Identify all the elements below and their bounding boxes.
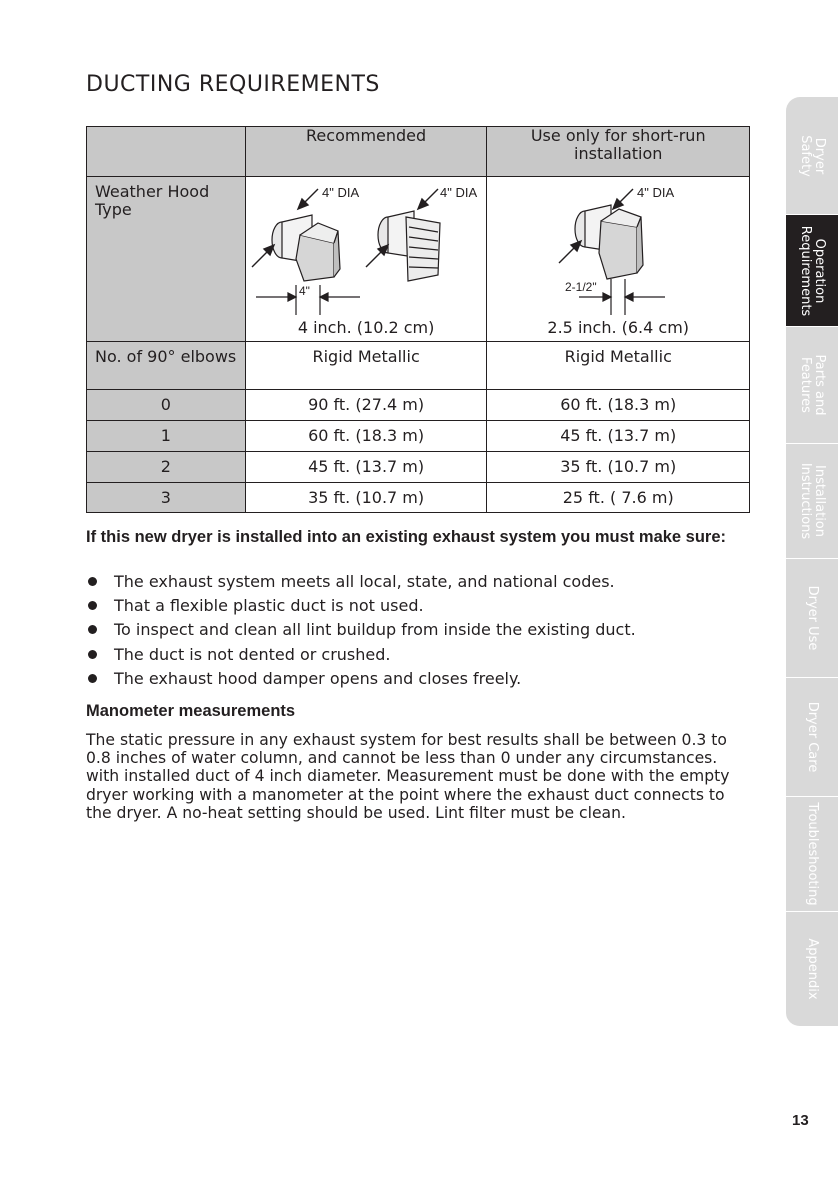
tab-label: Dryer Care (805, 701, 820, 773)
short-run-material: Rigid Metallic (487, 342, 750, 390)
short-run-length: 25 ft. ( 7.6 m) (487, 483, 750, 513)
short-run-hood-size: 2.5 inch. (6.4 cm) (547, 318, 690, 337)
hood-short-run-icon (575, 205, 643, 279)
tab-appendix[interactable] (786, 912, 838, 1027)
tab-dryer-care[interactable] (786, 678, 838, 797)
table-row (87, 421, 750, 452)
tab-label: Installation Instructions (798, 462, 827, 540)
elbows-row (87, 342, 750, 390)
table-header-row (87, 127, 750, 177)
weather-hood-row (87, 177, 750, 342)
tab-installation-instructions[interactable] (786, 444, 838, 559)
list-item (86, 669, 636, 693)
short-run-hood-cell (487, 177, 750, 342)
elbows-count: 0 (87, 390, 246, 421)
recommended-material: Rigid Metallic (245, 342, 487, 390)
list-item (86, 620, 636, 644)
tab-label: Appendix (805, 938, 820, 1000)
manometer-heading: Manometer measurements (86, 702, 296, 720)
short-run-length: 45 ft. (13.7 m) (487, 421, 750, 452)
list-item-text: To inspect and clean all lint buildup from inside the existing duct. (114, 620, 636, 640)
short-run-hood-illustration (487, 177, 750, 341)
list-item-text: The exhaust hood damper opens and closes freely. (114, 668, 522, 688)
table-row (87, 390, 750, 421)
ducting-table (86, 126, 750, 513)
elbows-count: 3 (87, 483, 246, 513)
header-recommended: Recommended (245, 127, 487, 177)
existing-system-list (86, 572, 636, 693)
tab-dryer-use[interactable] (786, 559, 838, 678)
list-item-text: That a flexible plastic duct is not used. (114, 596, 424, 616)
recommended-hood-cell (245, 177, 487, 342)
tab-label: Troubleshooting (805, 802, 820, 906)
table-row (87, 483, 750, 513)
list-item (86, 645, 636, 669)
recommended-length: 35 ft. (10.7 m) (245, 483, 487, 513)
weather-hood-label: Weather Hood Type (87, 177, 246, 342)
bullet-icon (88, 625, 97, 634)
dia-label-1: 4" DIA (321, 185, 359, 200)
tab-parts-and-features[interactable] (786, 327, 838, 444)
dim-label: 4" (298, 284, 310, 298)
bullet-icon (88, 650, 97, 659)
short-run-length: 60 ft. (18.3 m) (487, 390, 750, 421)
short-run-length: 35 ft. (10.7 m) (487, 452, 750, 483)
tab-operation-requirements[interactable] (786, 215, 838, 327)
tab-troubleshooting[interactable] (786, 797, 838, 912)
existing-system-intro: If this new dryer is installed into an existing exhaust system you must make sure: (86, 528, 727, 546)
list-item-text: The duct is not dented or crushed. (114, 644, 391, 664)
recommended-length: 60 ft. (18.3 m) (245, 421, 487, 452)
header-short-run: Use only for short-run installation (487, 127, 750, 177)
bullet-icon (88, 577, 97, 586)
page-number: 13 (792, 1112, 809, 1129)
tab-label: Parts and Features (798, 354, 827, 416)
recommended-hood-size: 4 inch. (10.2 cm) (297, 318, 435, 337)
table-row (87, 452, 750, 483)
dim-label: 2-1/2" (565, 280, 598, 294)
dia-label: 4" DIA (637, 185, 675, 200)
tab-label: Dryer Use (805, 585, 820, 651)
list-item (86, 572, 636, 596)
recommended-length: 45 ft. (13.7 m) (245, 452, 487, 483)
section-tabs (786, 97, 838, 1027)
bullet-icon (88, 601, 97, 610)
tab-dryer-safety[interactable] (786, 97, 838, 215)
elbows-label: No. of 90° elbows (87, 342, 246, 390)
dia-label-2: 4" DIA (439, 185, 477, 200)
recommended-length: 90 ft. (27.4 m) (245, 390, 487, 421)
bullet-icon (88, 674, 97, 683)
list-item-text: The exhaust system meets all local, state, and national codes. (114, 572, 615, 591)
tab-label: Dryer Safety (798, 134, 827, 177)
elbows-count: 2 (87, 452, 246, 483)
elbows-count: 1 (87, 421, 246, 452)
hood-plain-icon (272, 215, 340, 281)
manometer-text: The static pressure in any exhaust system for best results shall be between 0.3 to 0.8 inches of water column, and cannot be less than 0 under any circumstances. with installed duct of 4 inch diameter. Measurement must be done with the empty dryer working with a manometer at the point where the exhaust duct connects to the dryer. A no-heat setting should be used. Lint filter must be clean. (86, 731, 730, 822)
list-item (86, 596, 636, 620)
header-empty-cell (87, 127, 246, 177)
recommended-hood-illustration (246, 177, 488, 341)
tab-label: Operation Requirements (798, 225, 827, 316)
page-title: DUCTING REQUIREMENTS (86, 72, 380, 97)
